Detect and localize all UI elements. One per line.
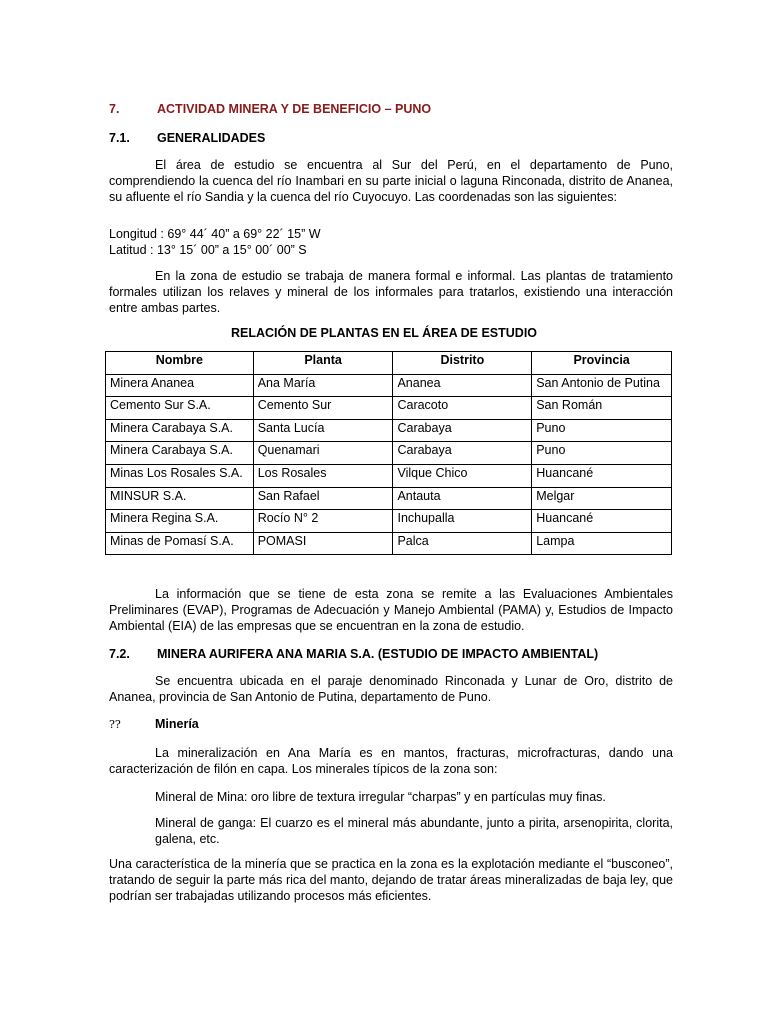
table-header-row <box>106 352 672 375</box>
section-7-2-number: 7.2. <box>109 647 130 661</box>
cell-provincia: Lampa <box>532 532 672 555</box>
cell-nombre: Minas Los Rosales S.A. <box>106 464 254 487</box>
table-row <box>106 532 672 555</box>
cell-distrito: Vilque Chico <box>393 464 532 487</box>
cell-nombre: Minera Carabaya S.A. <box>106 419 254 442</box>
section-7-1-number: 7.1. <box>109 131 130 145</box>
table-row <box>106 442 672 465</box>
section-7-1-heading <box>109 131 265 145</box>
cell-nombre: Minera Ananea <box>106 374 254 397</box>
table-row <box>106 487 672 510</box>
cell-provincia: Melgar <box>532 487 672 510</box>
cell-distrito: Antauta <box>393 487 532 510</box>
section-7-title: ACTIVIDAD MINERA Y DE BENEFICIO – PUNO <box>157 102 432 116</box>
cell-distrito: Caracoto <box>393 397 532 420</box>
cell-provincia: Huancané <box>532 510 672 533</box>
cell-planta: Quenamari <box>253 442 393 465</box>
generalidades-paragraph: El área de estudio se encuentra al Sur del Perú, en el departamento de Puno, comprendiendo la cuenca del río Inambari en su parte inicial o laguna Rinconada, distrito de Ananea, su afluente el río Sandia y la cuenca del río Cuyocuyo. Las coordenadas son las siguientes: <box>109 158 673 204</box>
header-planta: Planta <box>253 352 393 375</box>
plants-table <box>105 351 672 555</box>
table-row <box>106 419 672 442</box>
cell-planta: Rocío N° 2 <box>253 510 393 533</box>
cell-nombre: Minas de Pomasí S.A. <box>106 532 254 555</box>
table-row <box>106 374 672 397</box>
section-7-heading <box>109 102 431 116</box>
cell-planta: Ana María <box>253 374 393 397</box>
longitude-line: Longitud : 69° 44´ 40” a 69° 22´ 15” W <box>109 227 321 241</box>
section-7-2-title: MINERA AURIFERA ANA MARIA S.A. (ESTUDIO DE IMPACTO AMBIENTAL) <box>157 647 599 661</box>
mineralizacion-paragraph: La mineralización en Ana María es en mantos, fracturas, microfracturas, dando una caracterización de filón en capa. Los minerales típicos de la zona son: <box>109 746 673 776</box>
cell-distrito: Carabaya <box>393 442 532 465</box>
busconeo-paragraph: Una característica de la minería que se practica en la zona es la explotación mediante el “busconeo”, tratando de seguir la parte más rica del manto, dejando de tratar áreas mineralizadas de baja ley, que podrían ser trabajadas utilizando procesos más eficientes. <box>109 857 673 903</box>
section-7-2-heading <box>109 647 598 661</box>
table-title: RELACIÓN DE PLANTAS EN EL ÁREA DE ESTUDIO <box>230 326 538 340</box>
cell-planta: Los Rosales <box>253 464 393 487</box>
cell-provincia: San Antonio de Putina <box>532 374 672 397</box>
ubicacion-paragraph: Se encuentra ubicada en el paraje denominado Rinconada y Lunar de Oro, distrito de Ananea, provincia de San Antonio de Putina, departamento de Puno. <box>109 674 673 704</box>
cell-planta: POMASI <box>253 532 393 555</box>
cell-planta: Cemento Sur <box>253 397 393 420</box>
cell-provincia: Puno <box>532 442 672 465</box>
cell-planta: Santa Lucía <box>253 419 393 442</box>
cell-provincia: Huancané <box>532 464 672 487</box>
header-provincia: Provincia <box>532 352 672 375</box>
cell-planta: San Rafael <box>253 487 393 510</box>
header-distrito: Distrito <box>393 352 532 375</box>
cell-distrito: Ananea <box>393 374 532 397</box>
mineria-subtitle: Minería <box>155 717 199 731</box>
header-nombre: Nombre <box>106 352 254 375</box>
cell-provincia: San Román <box>532 397 672 420</box>
evap-pama-paragraph: La información que se tiene de esta zona se remite a las Evaluaciones Ambientales Preliminares (EVAP), Programas de Adecuación y Manejo Ambiental (PAMA) y, Estudios de Impacto Ambiental (EIA) de las empresas que se encuentran en la zona de estudio. <box>109 587 673 633</box>
bullet-glyph: ?? <box>109 718 121 731</box>
cell-nombre: Cemento Sur S.A. <box>106 397 254 420</box>
cell-nombre: Minera Regina S.A. <box>106 510 254 533</box>
section-7-number: 7. <box>109 102 120 116</box>
mineral-ganga-paragraph: Mineral de ganga: El cuarzo es el mineral más abundante, junto a pirita, arsenopirita, clorita, galena, etc. <box>155 816 673 846</box>
table-row <box>106 397 672 420</box>
section-7-1-title: GENERALIDADES <box>157 131 266 145</box>
cell-distrito: Inchupalla <box>393 510 532 533</box>
table-row <box>106 510 672 533</box>
latitude-line: Latitud : 13° 15´ 00” a 15° 00´ 00” S <box>109 243 307 257</box>
table-row <box>106 464 672 487</box>
cell-distrito: Palca <box>393 532 532 555</box>
formal-informal-paragraph: En la zona de estudio se trabaja de manera formal e informal. Las plantas de tratamiento formales utilizan los relaves y mineral de los informales para tratarlos, existiendo una interacción entre ambas partes. <box>109 269 673 315</box>
mineral-mina-paragraph: Mineral de Mina: oro libre de textura irregular “charpas” y en partículas muy finas. <box>155 790 606 804</box>
cell-distrito: Carabaya <box>393 419 532 442</box>
cell-nombre: Minera Carabaya S.A. <box>106 442 254 465</box>
cell-provincia: Puno <box>532 419 672 442</box>
cell-nombre: MINSUR S.A. <box>106 487 254 510</box>
